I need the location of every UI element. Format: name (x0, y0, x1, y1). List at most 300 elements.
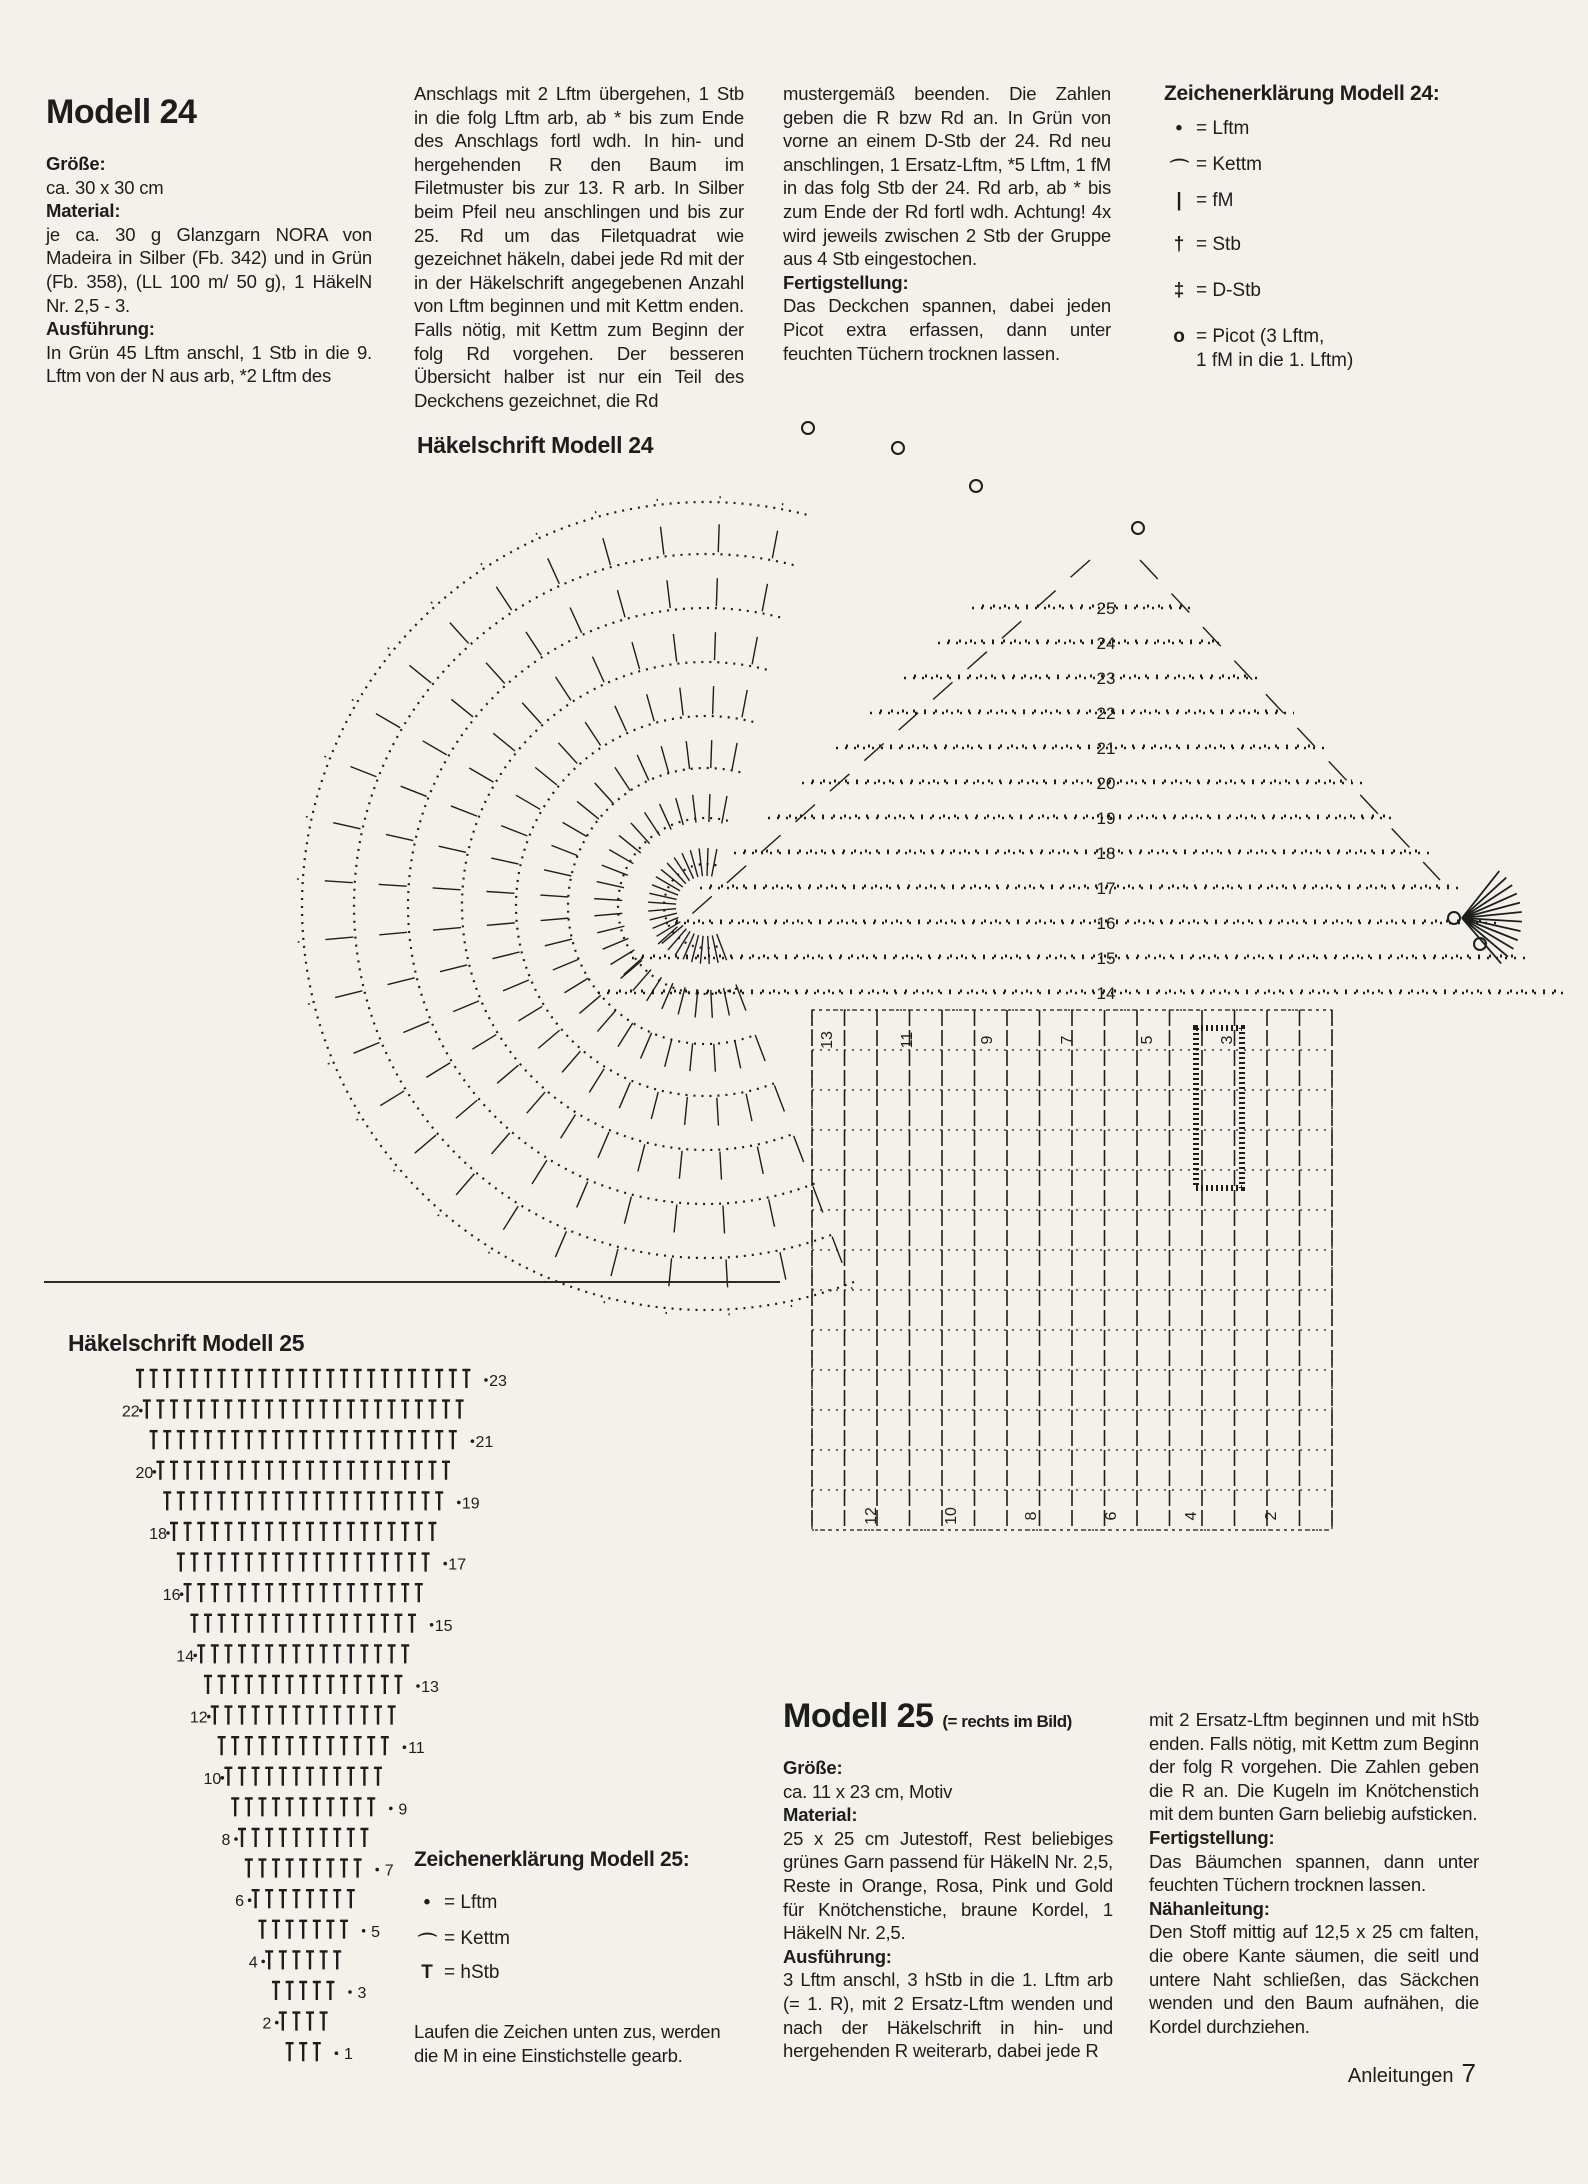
hstb-stitch (292, 1462, 300, 1480)
hstb-stitch (292, 1707, 300, 1725)
model24-material: je ca. 30 g Glanzgarn NORA von Madeira in Silber (Fb. 342) und in Grün (Fb. 358), (LL 100 m/ 50 g), 1 HäkelN Nr. 2,5 - 3. (46, 223, 372, 316)
hstb-stitch (401, 1523, 409, 1541)
round-label: 22 (1096, 704, 1116, 723)
hstb-stitch (218, 1737, 226, 1755)
hstb-stitch (313, 1492, 321, 1510)
hstb-stitch (326, 1798, 334, 1816)
hstb-stitch (326, 1860, 334, 1878)
hstb-stitch (340, 1737, 348, 1755)
lftm-symbol-icon: • (423, 1892, 431, 1913)
page-footer (1348, 2058, 1476, 2089)
hstb-stitch (435, 1431, 443, 1449)
chain-dot (457, 1501, 461, 1505)
hstb-stitch (292, 1523, 300, 1541)
hstb-stitch (360, 1707, 368, 1725)
hstb-stitch (333, 1890, 341, 1908)
chain-dot (362, 1929, 366, 1933)
legend25-text: = Lftm (444, 1892, 498, 1913)
hstb-stitch (204, 1554, 212, 1572)
hstb-stitch (231, 1737, 239, 1755)
hstb-stitch (245, 1676, 253, 1694)
hstb-stitch (204, 1492, 212, 1510)
round-label: 24 (1096, 634, 1116, 653)
hstb-stitch (224, 1523, 232, 1541)
hstb-stitch (313, 1615, 321, 1633)
hstb-stitch (340, 1676, 348, 1694)
row-label: 2 (262, 2015, 272, 2033)
hstb-stitch (333, 1645, 341, 1663)
hstb-stitch (320, 1829, 328, 1847)
model24-legend-title: Zeichenerklärung Modell 24: (1164, 82, 1440, 105)
stitch-spoke (544, 934, 694, 1283)
stitch-spoke (324, 756, 678, 895)
hstb-stitch (367, 1676, 375, 1694)
hstb-stitch (326, 1492, 334, 1510)
hstb-stitch (258, 1615, 266, 1633)
hstb-stitch (347, 1523, 355, 1541)
hstb-stitch (258, 1431, 266, 1449)
model24-material-label: Material: (46, 200, 121, 222)
hstb-stitch (143, 1401, 151, 1419)
hstb-stitch (326, 1370, 334, 1388)
hstb-stitch (326, 1615, 334, 1633)
hstb-stitch (224, 1462, 232, 1480)
hstb-stitch (258, 1921, 266, 1939)
hstb-stitch (320, 1523, 328, 1541)
hstb-stitch (367, 1615, 375, 1633)
hstb-stitch (190, 1370, 198, 1388)
row-label: 18 (149, 1526, 167, 1543)
filet-row-label: 5 (1139, 1035, 1156, 1045)
hstb-stitch (245, 1860, 253, 1878)
hstb-stitch (313, 1737, 321, 1755)
hstb-stitch (326, 1982, 334, 2000)
hstb-stitch (394, 1615, 402, 1633)
hstb-stitch (170, 1462, 178, 1480)
hstb-stitch (272, 1615, 280, 1633)
hstb-stitch (245, 1370, 253, 1388)
hstb-stitch (150, 1370, 158, 1388)
hstb-stitch (313, 1554, 321, 1572)
hstb-stitch (320, 1584, 328, 1602)
stitch-spoke (356, 922, 680, 1121)
hstb-stitch (272, 1982, 280, 2000)
model25-execution-part2: mit 2 Ersatz-Lftm beginnen und mit hStb enden. Falls nötig, mit Kettm zum Beginn der folg R vorgehen. Die Zahlen geben die R an. Die Kugeln im Knötchenstich mit dem bunten Garn beliebig aufsticken. (1149, 1709, 1479, 1825)
round-label: 21 (1096, 739, 1116, 758)
hstb-stitch (163, 1431, 171, 1449)
hstb-stitch (211, 1584, 219, 1602)
hstb-stitch (313, 2043, 321, 2061)
hstb-stitch (279, 1462, 287, 1480)
hstb-stitch (313, 1431, 321, 1449)
hstb-stitch (333, 1768, 341, 1786)
hstb-stitch (462, 1370, 470, 1388)
hstb-stitch (292, 1584, 300, 1602)
hstb-stitch (306, 1707, 314, 1725)
hstb-stitch (354, 1737, 362, 1755)
hstb-stitch (313, 1921, 321, 1939)
hstb-stitch (218, 1370, 226, 1388)
diagonal-stitches (1140, 560, 1440, 880)
round-label: 16 (1096, 914, 1116, 933)
hstb-stitch (265, 1462, 273, 1480)
hstb-stitch (190, 1615, 198, 1633)
hstb-stitch (299, 1370, 307, 1388)
hstb-stitch (258, 1860, 266, 1878)
hstb-stitch (381, 1431, 389, 1449)
hstb-stitch (231, 1676, 239, 1694)
hstb-stitch (292, 1768, 300, 1786)
hstb-stitch (374, 1523, 382, 1541)
hstb-stitch (265, 1890, 273, 1908)
hstb-stitch (286, 1554, 294, 1572)
hstb-stitch (177, 1370, 185, 1388)
hstb-stitch (204, 1370, 212, 1388)
footer-section: Anleitungen (1347, 2065, 1454, 2087)
hstb-stitch (231, 1370, 239, 1388)
hstb-stitch (218, 1492, 226, 1510)
stitch-spoke (438, 929, 687, 1216)
filet-row-label: 12 (863, 1507, 880, 1525)
chain-dot (443, 1562, 447, 1566)
hstb-stitch (279, 1584, 287, 1602)
hstb-stitch (224, 1707, 232, 1725)
hstb-stitch (238, 1829, 246, 1847)
hstb-stitch (211, 1707, 219, 1725)
model25-sewing-label: Nähanleitung: (1149, 1897, 1270, 1919)
legend24-text: = Stb (1196, 234, 1241, 255)
hstb-stitch (265, 1707, 273, 1725)
row-label: 8 (221, 1832, 231, 1849)
hstb-stitch (401, 1645, 409, 1663)
hstb-stitch (184, 1523, 192, 1541)
picot-mark (970, 480, 982, 492)
hstb-stitch (388, 1645, 396, 1663)
picot-symbol-icon: o (1173, 326, 1185, 347)
hstb-stitch (265, 1645, 273, 1663)
picot-mark (1448, 912, 1460, 924)
hstb-stitch (252, 1768, 260, 1786)
chain-round-arc (462, 662, 796, 1150)
stitch-spoke (536, 533, 693, 879)
hstb-stitch (279, 1523, 287, 1541)
hstb-stitch (252, 1645, 260, 1663)
hstb-stitch (394, 1370, 402, 1388)
hstb-stitch (292, 1951, 300, 1969)
hstb-stitch (272, 1431, 280, 1449)
chain-dot (403, 1745, 407, 1749)
row-label: 20 (135, 1464, 154, 1482)
hstb-stitch (238, 1707, 246, 1725)
hstb-stitch (299, 2043, 307, 2061)
hstb-stitch (292, 1890, 300, 1908)
hstb-stitch (360, 1768, 368, 1786)
legend24-text: 1 fM in die 1. Lftm) (1196, 350, 1354, 371)
hstb-stitch (197, 1523, 205, 1541)
hstb-stitch (435, 1370, 443, 1388)
hstb-stitch (347, 1829, 355, 1847)
hstb-stitch (381, 1370, 389, 1388)
hstb-stitch (347, 1645, 355, 1663)
hstb-stitch (333, 1401, 341, 1419)
filet-row-label: 9 (979, 1035, 996, 1045)
hstb-stitch (347, 1462, 355, 1480)
hstb-stitch (428, 1462, 436, 1480)
hstb-stitch (394, 1554, 402, 1572)
hstb-stitch (218, 1554, 226, 1572)
hstb-stitch (265, 1584, 273, 1602)
model25-column-1 (783, 1696, 1113, 2063)
hstb-stitch (258, 1676, 266, 1694)
model25-finish-label: Fertigstellung: (1149, 1826, 1275, 1848)
hstb-stitch (422, 1370, 430, 1388)
round-label: 20 (1096, 774, 1116, 793)
hstb-stitch (272, 1737, 280, 1755)
hstb-stitch (279, 1768, 287, 1786)
model24-chart-title: Häkelschrift Modell 24 (417, 432, 654, 458)
hstb-stitch (177, 1431, 185, 1449)
hstb-stitch (299, 1860, 307, 1878)
hstb-stitch (286, 1982, 294, 2000)
hstb-stitch (252, 1829, 260, 1847)
hstb-stitch (340, 1921, 348, 1939)
hstb-stitch (340, 1370, 348, 1388)
hstb-stitch (333, 1462, 341, 1480)
hstb-stitch (347, 1401, 355, 1419)
row-label: 16 (162, 1587, 181, 1605)
hstb-stitch (197, 1401, 205, 1419)
hstb-stitch (286, 1492, 294, 1510)
hstb-stitch (422, 1492, 430, 1510)
dstb-symbol-icon: ‡ (1173, 280, 1185, 301)
filet-row-label: 8 (1023, 1511, 1040, 1521)
hstb-stitch (306, 1401, 314, 1419)
chain-dot (389, 1807, 393, 1811)
hstb-stitch (388, 1523, 396, 1541)
kettm-symbol-icon: ⌒ (1170, 159, 1190, 180)
hstb-stitch (313, 1982, 321, 2000)
hstb-stitch (197, 1462, 205, 1480)
lftm-symbol-icon: • (1175, 118, 1183, 139)
hstb-stitch (299, 1737, 307, 1755)
legend24-text: = fM (1196, 190, 1234, 211)
picot-mark (802, 422, 814, 434)
hstb-stitch (422, 1431, 430, 1449)
hstb-stitch (272, 1860, 280, 1878)
hstb-stitch (292, 1401, 300, 1419)
hstb-stitch (150, 1431, 158, 1449)
row-label: 10 (203, 1770, 222, 1788)
hstb-stitch (401, 1401, 409, 1419)
hstb-stitch (340, 1615, 348, 1633)
hstb-stitch (224, 1584, 232, 1602)
hstb-stitch (258, 1492, 266, 1510)
row-label: 12 (189, 1709, 208, 1727)
hstb-stitch (360, 1462, 368, 1480)
hstb-stitch (394, 1431, 402, 1449)
hstb-stitch (177, 1492, 185, 1510)
model24-title: Modell 24 (46, 93, 197, 131)
hstb-stitch (367, 1431, 375, 1449)
hstb-stitch (286, 1860, 294, 1878)
hstb-stitch (190, 1492, 198, 1510)
stitch-spoke (393, 925, 683, 1171)
hstb-stitch (272, 1676, 280, 1694)
hstb-symbol-icon: T (421, 1962, 433, 1983)
hstb-stitch (306, 1523, 314, 1541)
hstb-stitch (286, 1615, 294, 1633)
filet-row-label: 2 (1263, 1511, 1280, 1521)
hstb-stitch (286, 2043, 294, 2061)
hstb-stitch (306, 1890, 314, 1908)
hstb-stitch (340, 1554, 348, 1572)
filet-row-label: 6 (1103, 1511, 1120, 1521)
stitch-spoke (328, 918, 679, 1065)
hstb-stitch (408, 1492, 416, 1510)
model24-execution-part2: Anschlags mit 2 Lftm übergehen, 1 Stb in die folg Lftm arb, ab * bis zum Ende des Anschlags fortl wdh. In hin- und hergehenden R den Baum im Filetmuster bis zur 13. R arb. In Silber beim Pfeil neu anschlingen und bis zur 25. Rd um das Filetquadrat wie gezeichnet häkeln, dabei jede Rd mit der in der Häkelschrift angegebenen Anzahl von Lftm beginnen und mit Kettm enden. Falls nötig, mit Kettm zum Beginn der folg Rd vorgehen. Der besseren Übersicht halber ist nur ein Teil des Deckchens gezeichnet, die Rd (414, 83, 744, 411)
hstb-stitch (415, 1523, 423, 1541)
filet-row-label: 10 (943, 1507, 960, 1525)
round-label: 17 (1096, 879, 1116, 898)
hstb-stitch (320, 1890, 328, 1908)
hstb-stitch (299, 1554, 307, 1572)
hstb-stitch (394, 1492, 402, 1510)
hstb-stitch (428, 1401, 436, 1419)
hstb-stitch (265, 1523, 273, 1541)
model24-finish: Das Deckchen spannen, dabei jeden Picot extra erfassen, dann unter feuchten Tüchern trocknen lassen. (783, 295, 1111, 364)
hstb-stitch (381, 1615, 389, 1633)
hstb-stitch (258, 1798, 266, 1816)
hstb-stitch (313, 1860, 321, 1878)
hstb-stitch (442, 1401, 450, 1419)
chain-dot (430, 1623, 434, 1627)
hstb-stitch (354, 1431, 362, 1449)
hstb-stitch (272, 1554, 280, 1572)
chain-round-arc (618, 818, 738, 994)
hstb-stitch (272, 1492, 280, 1510)
model25-column-2 (1149, 1708, 1479, 2038)
hstb-stitch (306, 1768, 314, 1786)
hstb-stitch (394, 1676, 402, 1694)
model25-finish: Das Bäumchen spannen, dann unter feuchten Tüchern trocknen lassen. (1149, 1850, 1479, 1896)
model25-execution-part1: 3 Lftm anschl, 3 hStb in die 1. Lftm arb (= 1. R), mit 2 Ersatz-Lftm wenden und nach der Häkelschrift in hin- und hergehenden R weiterarb, dabei jede R (783, 1969, 1113, 2062)
hstb-stitch (299, 1798, 307, 1816)
hstb-stitch (292, 1829, 300, 1847)
row-label: 5 (371, 1923, 381, 1941)
chain-round-arc (408, 608, 816, 1204)
hstb-stitch (381, 1554, 389, 1572)
hstb-stitch (272, 1798, 280, 1816)
hstb-stitch (204, 1615, 212, 1633)
stitch-spoke (306, 817, 677, 900)
hstb-stitch (306, 1584, 314, 1602)
hstb-stitch (374, 1707, 382, 1725)
model25-chart-title: Häkelschrift Modell 25 (68, 1330, 305, 1356)
row-label: 14 (176, 1648, 195, 1666)
hstb-stitch (286, 1431, 294, 1449)
hstb-stitch (218, 1676, 226, 1694)
row-label: 4 (248, 1954, 258, 1972)
hstb-stitch (320, 1707, 328, 1725)
model24-size: ca. 30 x 30 cm (46, 176, 164, 198)
hstb-stitch (279, 1401, 287, 1419)
hstb-stitch (299, 1676, 307, 1694)
stitch-spoke (657, 499, 702, 876)
row-label: 9 (398, 1801, 408, 1819)
hstb-stitch (388, 1707, 396, 1725)
picot-mark (1132, 522, 1144, 534)
legend25-row (418, 1892, 497, 1914)
row-label: 6 (235, 1893, 245, 1911)
stitch-spoke (1462, 918, 1513, 949)
hstb-stitch (408, 1431, 416, 1449)
hstb-stitch (367, 1554, 375, 1572)
hstb-stitch (265, 1768, 273, 1786)
hstb-stitch (340, 1431, 348, 1449)
hstb-stitch (374, 1401, 382, 1419)
hstb-stitch (326, 1921, 334, 1939)
hstb-stitch (415, 1401, 423, 1419)
chain-round-arc (302, 502, 855, 1310)
hstb-stitch (367, 1798, 375, 1816)
round-label: 14 (1096, 984, 1116, 1003)
hstb-stitch (381, 1676, 389, 1694)
hstb-stitch (224, 1768, 232, 1786)
hstb-stitch (279, 1890, 287, 1908)
hstb-stitch (231, 1492, 239, 1510)
hstb-stitch (354, 1860, 362, 1878)
chain-dot (471, 1439, 475, 1443)
hstb-stitch (238, 1401, 246, 1419)
section-divider (44, 1281, 780, 1283)
hstb-stitch (156, 1462, 164, 1480)
hstb-stitch (347, 1707, 355, 1725)
hstb-stitch (184, 1584, 192, 1602)
hstb-stitch (299, 1431, 307, 1449)
hstb-stitch (313, 1676, 321, 1694)
hstb-stitch (238, 1645, 246, 1663)
chain-dot (261, 1960, 265, 1964)
chain-round-arc (354, 554, 836, 1258)
hstb-stitch (415, 1462, 423, 1480)
hstb-stitch (231, 1798, 239, 1816)
hstb-stitch (333, 1951, 341, 1969)
hstb-stitch (360, 1401, 368, 1419)
hstb-stitch (156, 1401, 164, 1419)
hstb-stitch (415, 1584, 423, 1602)
hstb-stitch (374, 1645, 382, 1663)
legend24-text: = Lftm (1196, 118, 1250, 139)
filet-row-label: 4 (1183, 1511, 1200, 1521)
legend25-row (418, 1928, 510, 1955)
hstb-stitch (245, 1798, 253, 1816)
row-label: 23 (489, 1373, 507, 1390)
stb-symbol-icon: † (1173, 234, 1185, 255)
hstb-stitch (252, 1890, 260, 1908)
hstb-stitch (231, 1431, 239, 1449)
legend25-row (418, 1962, 499, 1984)
hstb-stitch (184, 1462, 192, 1480)
hstb-stitch (279, 2013, 287, 2031)
model24-execution-label: Ausführung: (46, 318, 155, 340)
hstb-stitch (340, 1798, 348, 1816)
hstb-stitch (381, 1492, 389, 1510)
hstb-stitch (163, 1492, 171, 1510)
hstb-stitch (218, 1615, 226, 1633)
chain-dot (335, 2051, 339, 2055)
hstb-stitch (299, 1982, 307, 2000)
hstb-stitch (238, 1768, 246, 1786)
